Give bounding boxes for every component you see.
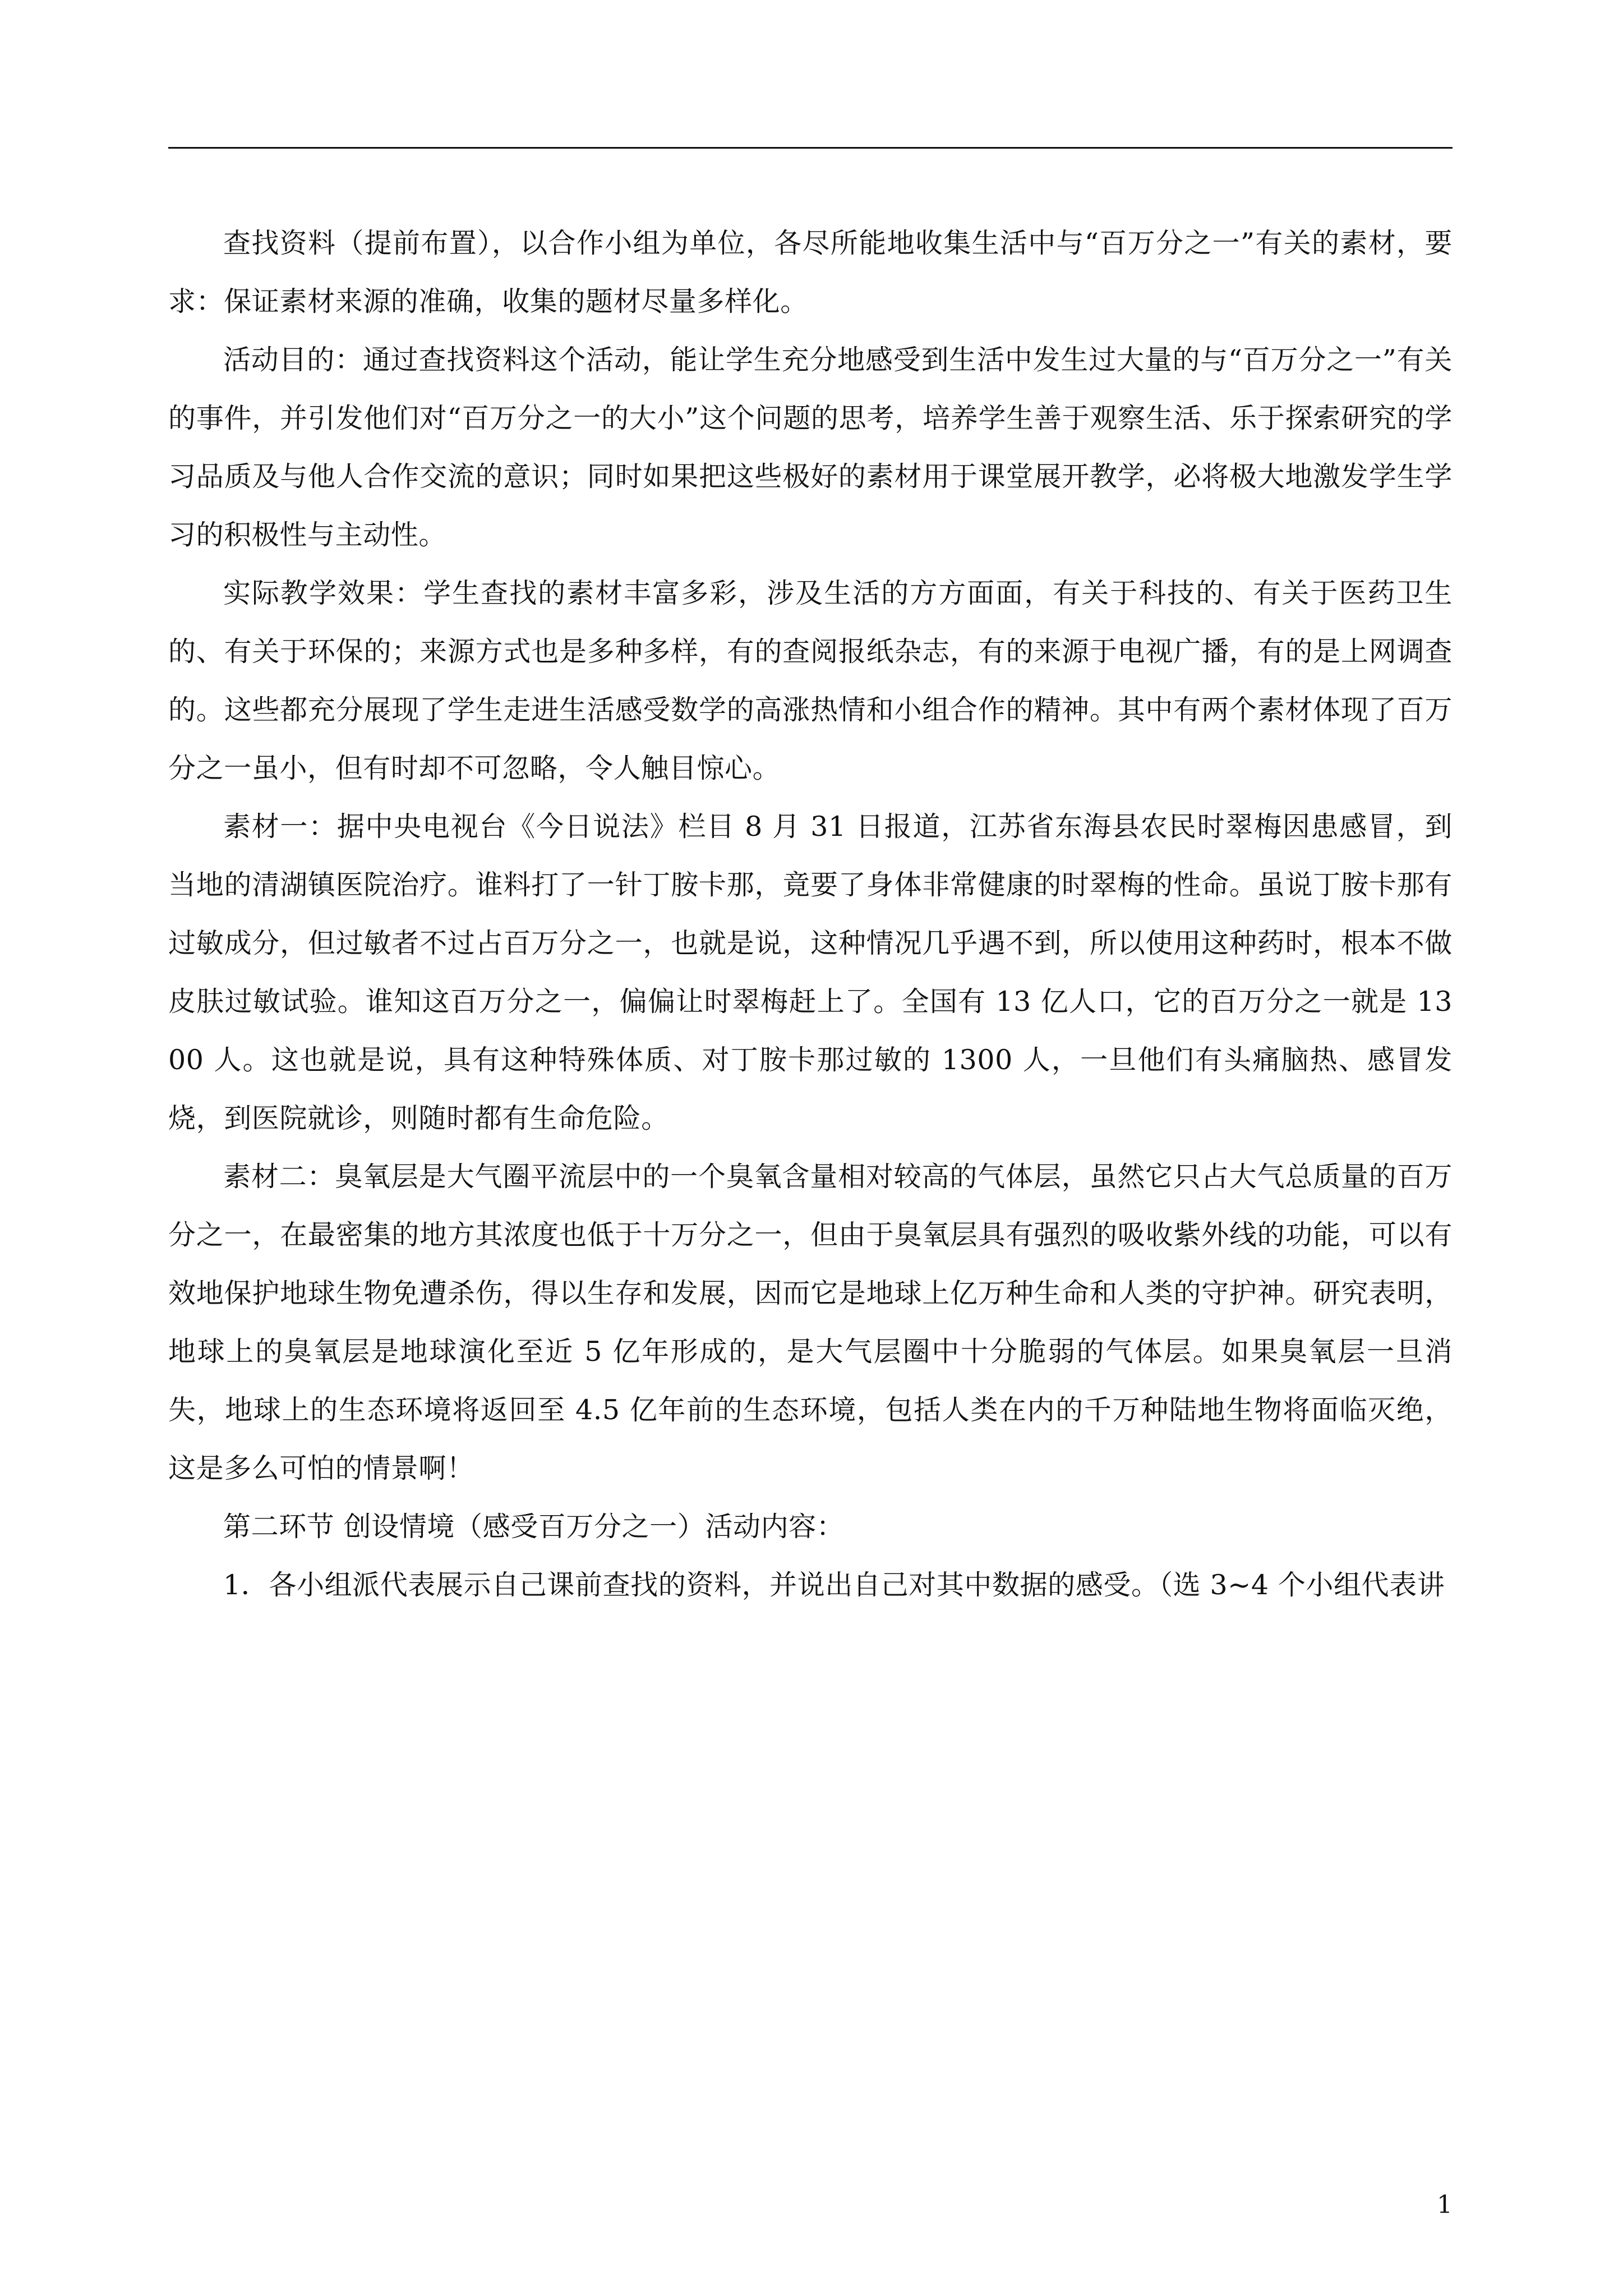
paragraph-material-two: 素材二：臭氧层是大气圈平流层中的一个臭氧含量相对较高的气体层，虽然它只占大气总质量的百万分之一，在最密集的地方其浓度也低于十万分之一，但由于臭氧层具有强烈的吸收紫外线的功能，可以有效地保护地球生物免遭杀伤，得以生存和发展，因而它是地球上亿万种生命和人类的守护神。研究表明，地球上的臭氧层是地球演化至近 5 亿年形成的，是大气层圈中十分脆弱的气体层。如果臭氧层一旦消失，地球上的生态环境将返回至 4.5 亿年前的生态环境，包括人类在内的千万种陆地生物将面临灭绝，这是多么可怕的情景啊！: [168, 1161, 1453, 1484]
paragraph-item-one: 1．各小组派代表展示自己课前查找的资料，并说出自己对其中数据的感受。（选 3~4 个小组代表讲: [223, 1569, 1445, 1601]
paragraph-section-two-heading: 第二环节 创设情境（感受百万分之一）活动内容：: [223, 1511, 845, 1543]
header-rule: [168, 147, 1453, 149]
paragraph-activity-purpose: 活动目的：通过查找资料这个活动，能让学生充分地感受到生活中发生过大量的与“百万分之一”有关的事件，并引发他们对“百万分之一的大小”这个问题的思考，培养学生善于观察生活、乐于探索研究的学习品质及与他人合作交流的意识；同时如果把这些极好的素材用于课堂展开教学，必将极大地激发学生学习的积极性与主动性。: [168, 344, 1453, 551]
page-number: 1: [1437, 2191, 1453, 2219]
paragraph-material-one: 素材一：据中央电视台《今日说法》栏目 8 月 31 日报道，江苏省东海县农民时翠梅因患感冒，到当地的清湖镇医院治疗。谁料打了一针丁胺卡那，竟要了身体非常健康的时翠梅的性命。虽说丁胺卡那有过敏成分，但过敏者不过占百万分之一，也就是说，这种情况几乎遇不到，所以使用这种药时，根本不做皮肤过敏试验。谁知这百万分之一，偏偏让时翠梅赶上了。全国有 13 亿人口，它的百万分之一就是 1300 人。这也就是说，具有这种特殊体质、对丁胺卡那过敏的 1300 人，一旦他们有头痛脑热、感冒发烧，到医院就诊，则随时都有生命危险。: [168, 811, 1453, 1134]
paragraph-data-collection: 查找资料（提前布置），以合作小组为单位，各尽所能地收集生活中与“百万分之一”有关的素材，要求：保证素材来源的准确，收集的题材尽量多样化。: [168, 227, 1453, 318]
paragraph-teaching-effect: 实际教学效果：学生查找的素材丰富多彩，涉及生活的方方面面，有关于科技的、有关于医药卫生的、有关于环保的；来源方式也是多种多样，有的查阅报纸杂志，有的来源于电视广播，有的是上网调查的。这些都充分展现了学生走进生活感受数学的高涨热情和小组合作的精神。其中有两个素材体现了百万分之一虽小，但有时却不可忽略，令人触目惊心。: [168, 577, 1453, 784]
body-text: [168, 214, 1453, 1614]
